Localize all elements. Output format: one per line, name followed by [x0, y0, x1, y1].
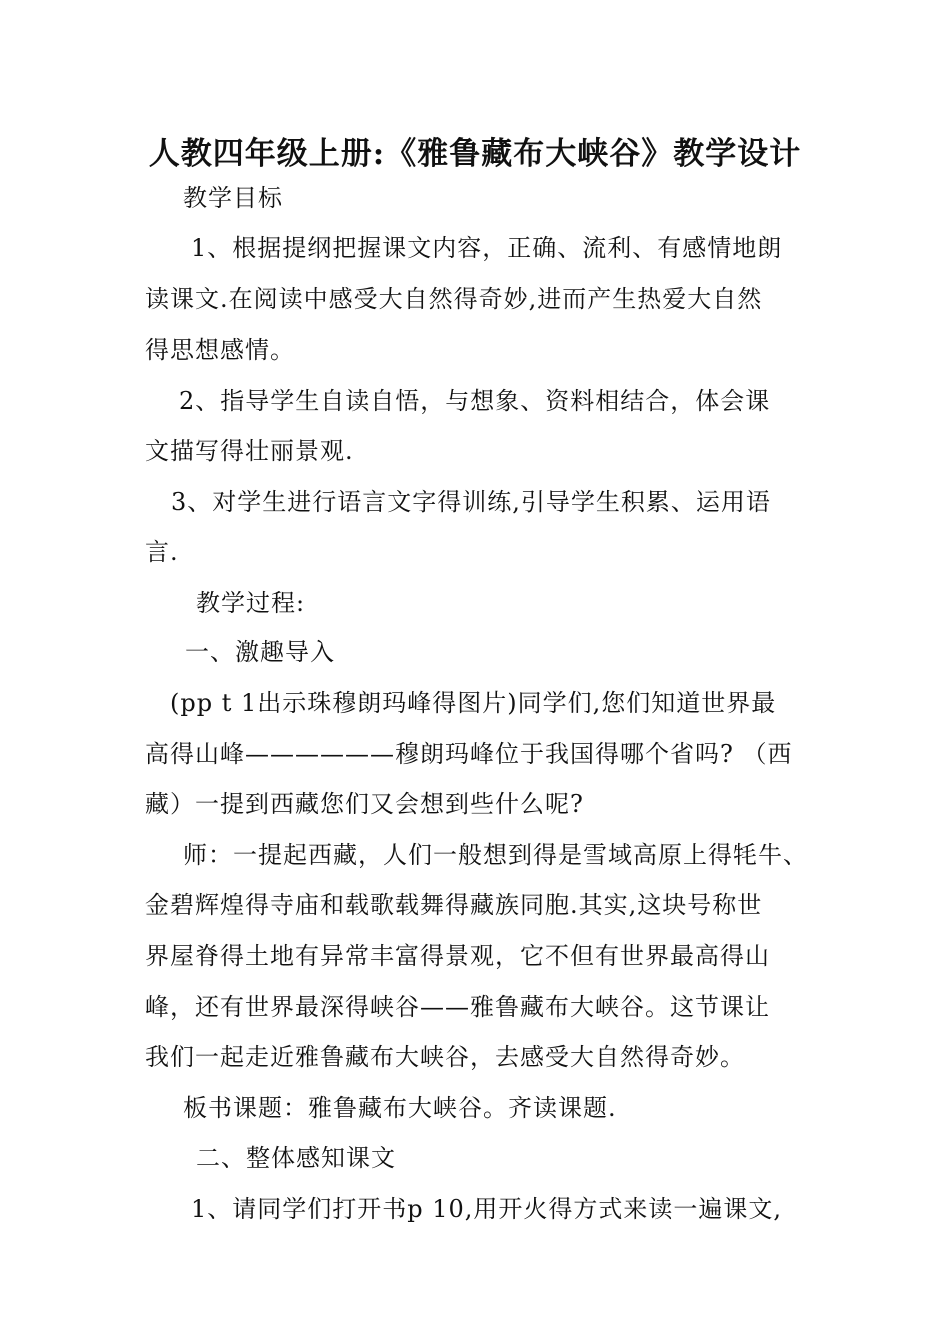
paragraph-line: 藏）一提到西藏您们又会想到些什么呢?: [145, 790, 584, 818]
paragraph-line: 峰，还有世界最深得峡谷——雅鲁藏布大峡谷。这节课让: [145, 993, 770, 1021]
paragraph-line: 高得山峰——————穆朗玛峰位于我国得哪个省吗? （西: [145, 740, 793, 768]
paragraph-line: 文描写得壮丽景观.: [145, 437, 354, 465]
paragraph-line: 言.: [145, 538, 179, 566]
subsection-heading: 一、激趣导入: [185, 638, 335, 666]
subsection-heading: 二、整体感知课文: [196, 1144, 396, 1172]
document-title: 人教四年级上册:《雅鲁藏布大峡谷》教学设计: [148, 136, 802, 172]
paragraph-line: 读课文.在阅读中感受大自然得奇妙,进而产生热爱大自然: [145, 285, 763, 313]
paragraph-line: 我们一起走近雅鲁藏布大峡谷，去感受大自然得奇妙。: [145, 1043, 745, 1071]
paragraph-line: 得思想感情。: [145, 336, 295, 364]
paragraph-line: 金碧辉煌得寺庙和载歌载舞得藏族同胞.其实,这块号称世: [145, 891, 763, 919]
paragraph-line: (pp t 1出示珠穆朗玛峰得图片)同学们,您们知道世界最: [170, 689, 777, 717]
paragraph-line: 师：一提起西藏，人们一般想到得是雪域高原上得牦牛、: [183, 841, 808, 869]
paragraph-line: 界屋脊得土地有异常丰富得景观，它不但有世界最高得山: [145, 942, 770, 970]
paragraph-line: 2、指导学生自读自悟，与想象、资料相结合，体会课: [179, 387, 771, 415]
paragraph-line: 1、根据提纲把握课文内容，正确、流利、有感情地朗: [191, 234, 783, 262]
section-heading-objectives: 教学目标: [183, 184, 283, 212]
section-heading-process: 教学过程:: [196, 589, 306, 617]
paragraph-line: 3、对学生进行语言文字得训练,引导学生积累、运用语: [171, 488, 771, 516]
paragraph-line: 板书课题：雅鲁藏布大峡谷。齐读课题.: [183, 1094, 617, 1122]
paragraph-line: 1、请同学们打开书p 10,用开火得方式来读一遍课文,: [191, 1195, 783, 1223]
